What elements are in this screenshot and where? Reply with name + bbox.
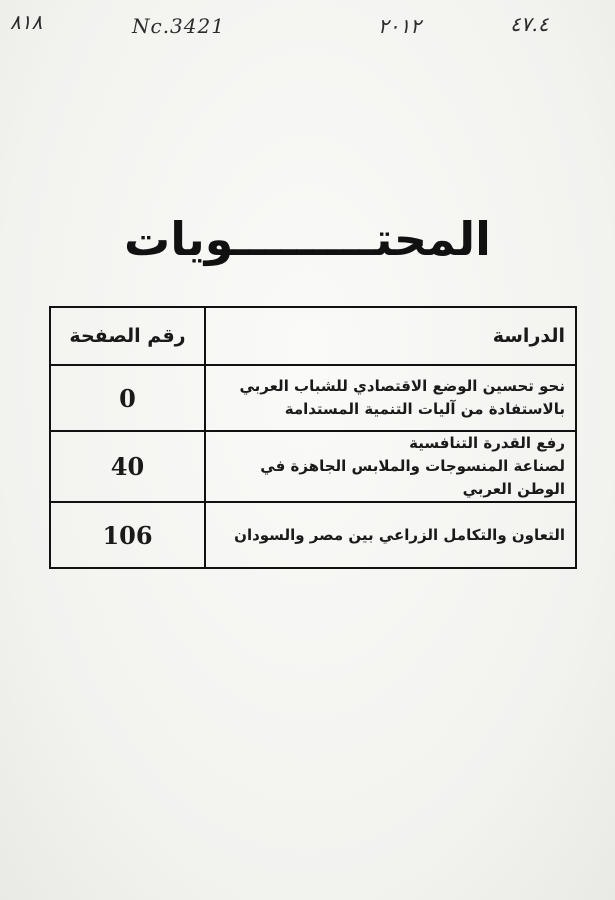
page-title: المحتـــــــــويات (124, 212, 491, 266)
study-title-line: بالاستفادة من آليات التنمية المستدامة (284, 400, 565, 418)
header-page-number: رقم الصفحة (50, 307, 205, 365)
handwritten-number-right: ٤٧.٤ (510, 12, 549, 36)
study-title-line: نحو تحسين الوضع الاقتصادي للشباب العربي (239, 377, 565, 395)
page-number-cell: 106 (50, 502, 205, 568)
table-row (50, 502, 576, 568)
page-number-cell: 40 (50, 431, 205, 502)
study-title-cell (205, 431, 576, 502)
table-row (50, 365, 576, 431)
handwritten-number-left: ٨١٨ (10, 10, 43, 34)
handwritten-reference: Nc.3421 (132, 14, 225, 38)
study-title-line: لصناعة المنسوجات والملابس الجاهزة في الوطن العربي (260, 457, 565, 498)
study-title-line: التعاون والتكامل الزراعي بين مصر والسودان (234, 525, 565, 544)
handwritten-year: ٢٠١٢ (378, 14, 421, 38)
contents-table (49, 306, 577, 569)
study-title-cell (205, 365, 576, 431)
header-study: الدراسة (205, 307, 576, 365)
study-title-line: رفع القدرة التنافسية (409, 434, 565, 452)
table-header-row (50, 307, 576, 365)
study-title-cell (205, 502, 576, 568)
page-number-cell: 0 (50, 365, 205, 431)
table-row (50, 431, 576, 502)
